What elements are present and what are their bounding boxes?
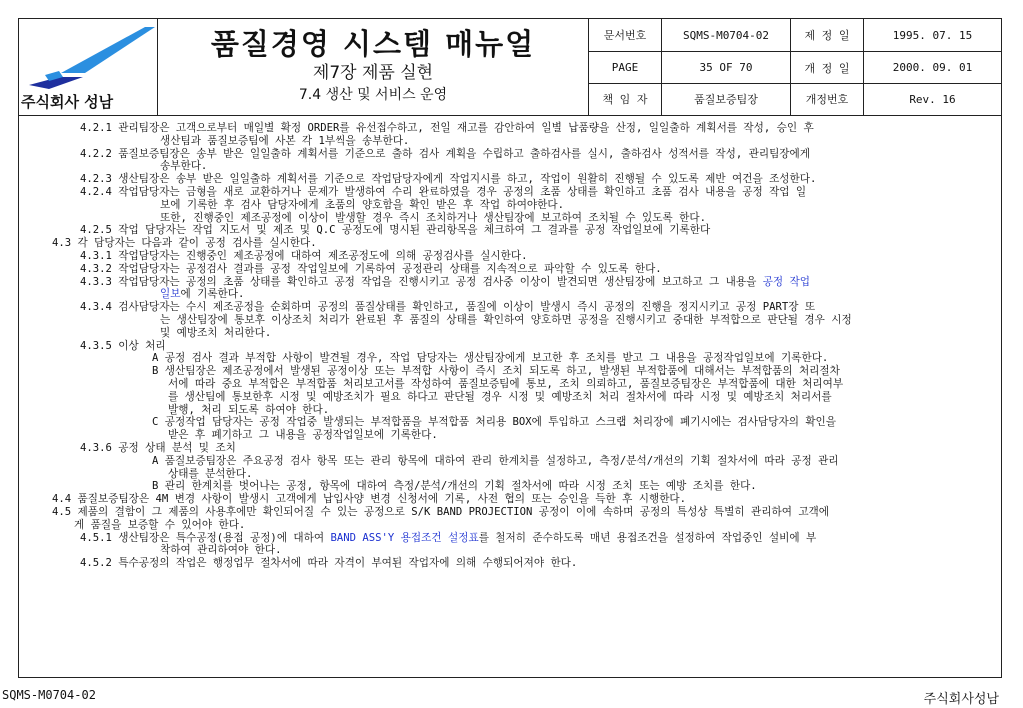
revision-label: 개정번호 [791, 83, 864, 115]
body-line: 및 예방조치 처리한다. [160, 326, 272, 339]
body-line: 4.2.4 작업담당자는 금형을 새로 교환하거나 문제가 발생하여 수리 완료하였을 경우 공정의 초품 상태를 확인하고 초품 검사 내용을 공정 작업 일 [80, 185, 807, 198]
page-value: 35 OF 70 [662, 52, 791, 83]
body-line: 받은 후 폐기하고 그 내용을 공정작업일보에 기록한다. [168, 429, 438, 442]
body-line: 또한, 진행중인 제조공정에 이상이 발생할 경우 즉시 조치하거나 생산팀장에 보고하여 조치될 수 있도록 한다. [160, 211, 706, 224]
body-line: C 공정작업 담당자는 공정 작업중 발생되는 부적합품을 부적합품 처리용 BOX에 투입하고 스크랩 처리장에 폐기시에는 검사담당자의 확인을 [152, 416, 837, 429]
body-line: 착하여 관리하여야 한다. [160, 544, 282, 557]
body-link-text: 일보 [160, 288, 181, 301]
section-title: 7.4 생산 및 서비스 운영 [298, 87, 448, 103]
revised-date-label: 개 정 일 [791, 52, 864, 83]
body-line: 생산팀과 품질보증팀에 사본 각 1부씩을 송부한다. [160, 134, 410, 147]
document-header [18, 18, 1002, 116]
body-line: A 품질보증팀장은 주요공정 검사 항목 또는 관리 항목에 대하여 관리 한계치를 설정하고, 측정/분석/개선의 기획 절차서에 따라 공정 관리 [152, 454, 839, 467]
body-line: B 관리 한계치를 벗어나는 공정, 항목에 대하여 측정/분석/개선의 기획 절차서에 따라 시정 조치 또는 예방 조치를 한다. [152, 480, 757, 493]
body-line: 4.5 제품의 결함이 그 제품의 사용후에만 확인되어질 수 있는 공정으로 S/K BAND PROJECTION 공정이 이에 속하며 공정의 특성상 특별히 관리하여 고객에 [52, 505, 830, 518]
body-line: 4.3.6 공정 상태 분석 및 조치 [80, 441, 236, 454]
body-link-text: 공정 작업 [762, 275, 811, 288]
body-line: 게 품질을 보증할 수 있어야 한다. [74, 518, 246, 531]
body-line: 4.2.2 품질보증팀장은 송부 받은 일일출하 계획서를 기준으로 출하 검사 계획을 수립하고 출하검사를 실시, 출하검사 성적서를 작성, 관리팀장에게 [80, 147, 811, 160]
document-body [22, 122, 997, 570]
body-line: 4.5.2 특수공정의 작업은 행정업무 절차서에 따라 자격이 부여된 작업자에 의해 수행되어져야 한다. [80, 557, 578, 570]
doc-no-value: SQMS-M0704-02 [662, 19, 791, 52]
revised-date-value: 2000. 09. 01 [864, 52, 1002, 83]
body-line: 4.2.5 작업 담당자는 작업 지도서 및 제조 및 Q.C 공정도에 명시된 관리항목을 체크하여 그 결과를 공정 작업일보에 기록한다 [80, 224, 711, 237]
owner-label: 책 임 자 [589, 83, 662, 115]
body-text: 에 기록한다. [180, 288, 245, 301]
company-name: 주식회사 성남 [21, 93, 114, 111]
manual-title: 품질경영 시스템 매뉴얼 [210, 27, 536, 61]
body-text: 를 철저히 준수하도록 매년 용접조건을 설정하여 작업중인 설비에 부 [478, 531, 817, 544]
footer-company: 주식회사성남 [923, 692, 999, 707]
body-line: 보에 기록한 후 검사 담당자에게 초품의 양호함을 확인 받은 후 작업 하여야한다. [160, 198, 565, 211]
body-line: 4.3 각 담당자는 다음과 같이 공정 검사를 실시한다. [52, 237, 317, 250]
body-line: 4.3.5 이상 처리 [80, 339, 166, 352]
body-line: 4.4 품질보증팀장은 4M 변경 사항이 발생시 고객에게 납입사양 변경 신청서에 기록, 사전 협의 또는 승인을 득한 후 시행한다. [52, 493, 687, 506]
logo-cell [19, 19, 158, 116]
body-line: 상태를 분석한다. [168, 467, 253, 480]
body-line: 발행, 처리 되도록 하여야 한다. [168, 403, 330, 416]
body-line: 4.3.1 작업담당자는 진행중인 제조공정에 대하여 제조공정도에 의해 공정검사를 실시한다. [80, 249, 528, 262]
body-line: 서에 따라 중요 부적합은 부적합품 처리보고서를 작성하여 품질보증팀에 통보, 조치 의뢰하고, 품질보증팀장은 부적합품에 대한 처리여부 [168, 377, 844, 390]
revision-value: Rev. 16 [864, 83, 1002, 115]
body-link-text: BAND ASS'Y 용접조건 설정표 [330, 531, 479, 544]
body-line [22, 532, 997, 545]
body-line: B 생산팀장은 제조공정에서 발생된 공정이상 또는 부적합 사항이 즉시 조치 되도록 하고, 발생된 부적합품에 대해서는 부적합품의 처리절차 [152, 365, 840, 378]
body-line: 는 생산팀장에 통보후 이상조치 처리가 완료된 후 품질의 상태를 확인하여 양호하면 공정을 진행시키고 중대한 부적합으로 판단될 경우 시정 [160, 313, 852, 326]
body-line: 4.2.3 생산팀장은 송부 받은 일일출하 계획서를 기준으로 작업담당자에게 작업지시를 하고, 작업이 원활히 진행될 수 있도록 제반 여건을 조성한다. [80, 173, 817, 186]
body-line: A 공정 검사 결과 부적합 사항이 발견될 경우, 작업 담당자는 생산팀장에게 보고한 후 조치를 받고 그 내용을 공정작업일보에 기록한다. [152, 352, 829, 365]
established-date-value: 1995. 07. 15 [864, 19, 1002, 52]
body-line: 4.3.4 검사담당자는 수시 제조공정을 순회하며 공정의 품질상태를 확인하고, 품질에 이상이 발생시 즉시 공정의 진행을 정지시키고 공정 PART장 또 [80, 301, 816, 314]
body-line: 를 생산팀에 통보한후 시정 및 예방조치가 필요 하다고 판단될 경우 시정 및 예방조치 처리 절차서에 따라 시정 및 예방조치 처리서를 [168, 390, 832, 403]
doc-no-label: 문서번호 [589, 19, 662, 52]
company-logo-icon [19, 19, 157, 97]
chapter-title: 제7장 제품 실현 [312, 63, 434, 83]
body-line: 4.2.1 관리팀장은 고객으로부터 매일별 확정 ORDER를 유선접수하고, 전일 재고를 감안하여 일별 납품량을 산정, 일일출하 계획서를 작성, 승인 후 [80, 122, 814, 134]
owner-value: 품질보증팀장 [662, 83, 791, 115]
page-label: PAGE [589, 52, 662, 83]
body-line: 4.3.2 작업담당자는 공정검사 결과를 공정 작업일보에 기록하여 공정관리 상태를 지속적으로 파악할 수 있도록 한다. [80, 262, 662, 275]
title-cell [158, 19, 589, 116]
body-text: 4.3.3 작업담당자는 공정의 초품 상태를 확인하고 공정 작업을 진행시키고 공정 검사중 이상이 발견되면 생산팀장에 보고하고 그 내용을 [80, 275, 763, 288]
body-line [22, 288, 997, 301]
established-date-label: 제 정 일 [791, 19, 864, 52]
body-line: 송부한다. [160, 160, 208, 173]
body-text: 4.5.1 생산팀장은 특수공정(용접 공정)에 대하여 [80, 531, 331, 544]
body-line [22, 276, 997, 289]
footer-doc-number: SQMS-M0704-02 [2, 688, 96, 702]
